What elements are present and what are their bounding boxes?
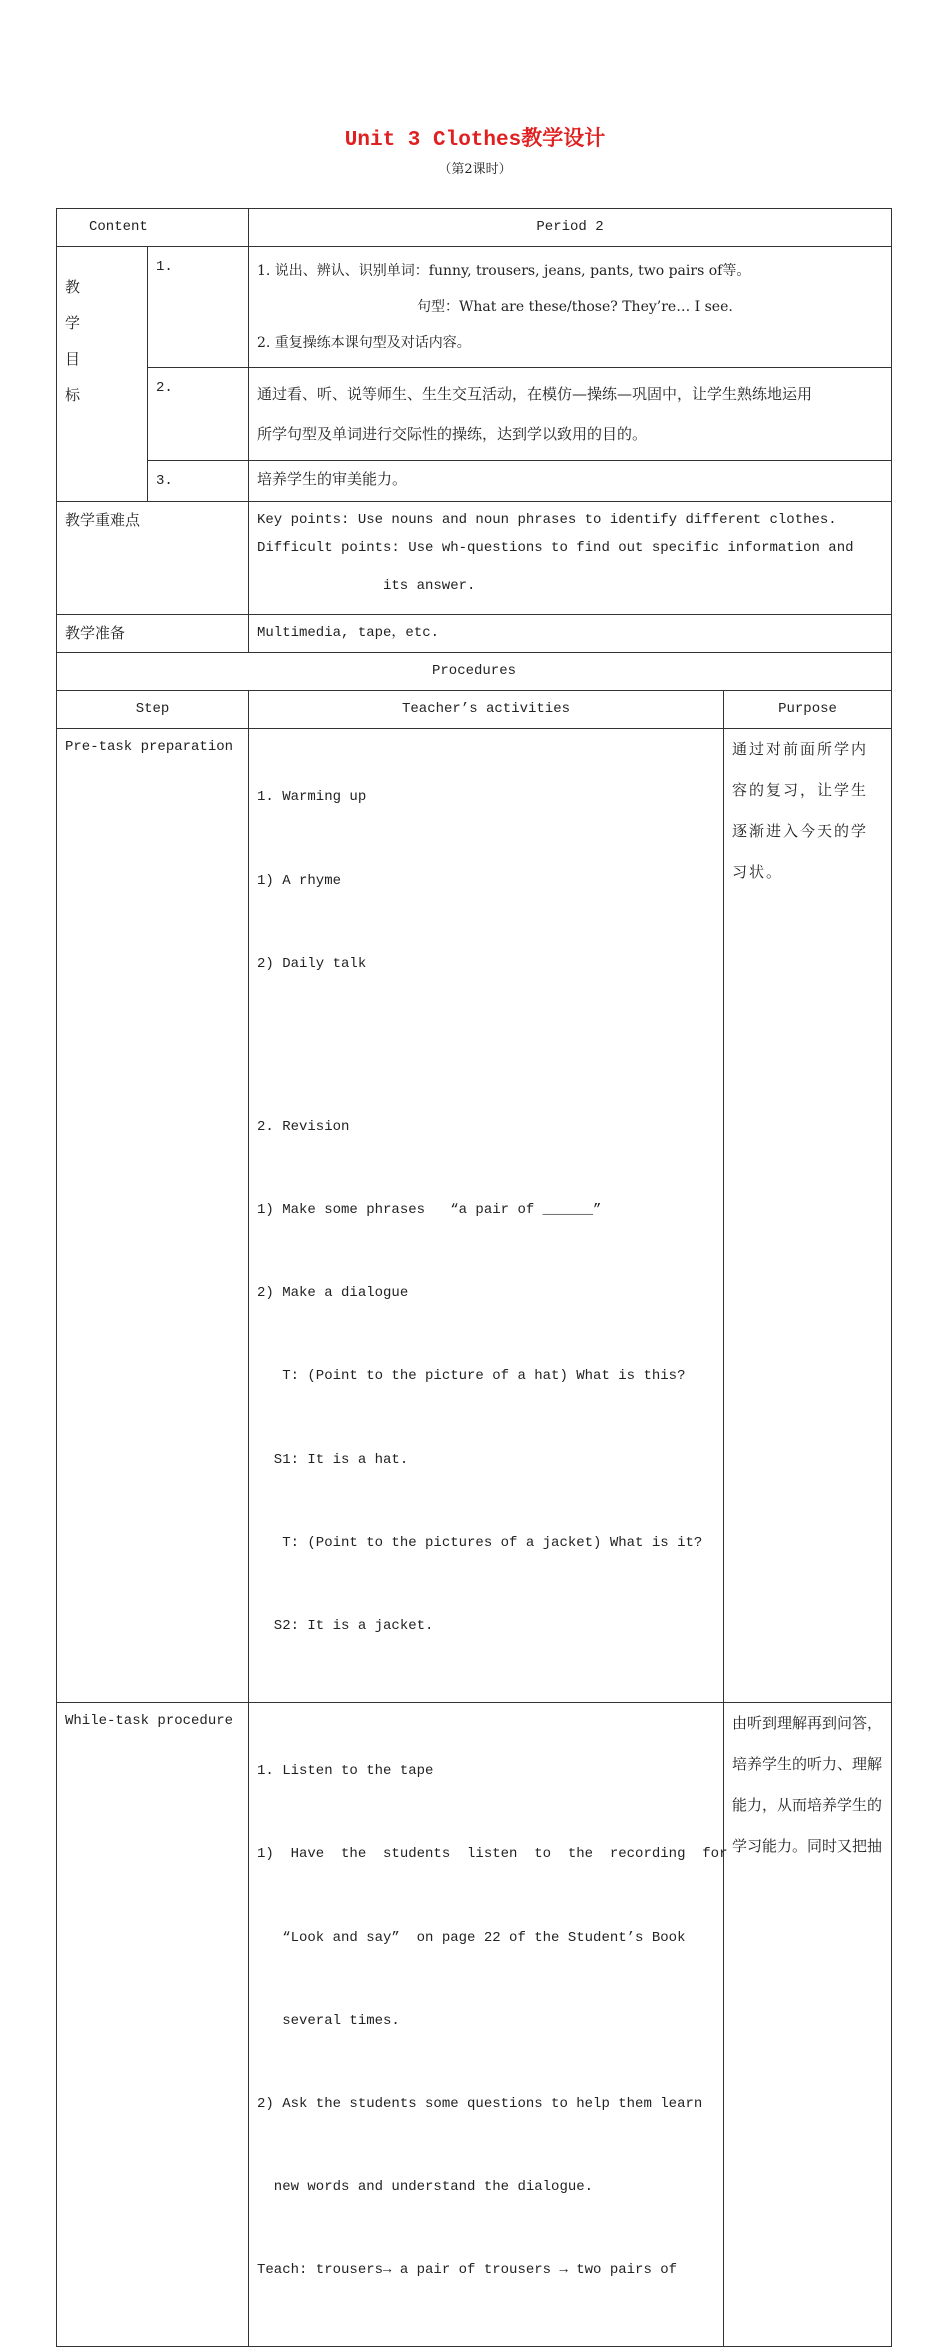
preparation-row — [57, 615, 892, 653]
document-title: Unit 3 Clothes教学设计 — [344, 129, 606, 152]
while-task-purpose: 由听到理解再到问答，培养学生的听力、理解能力，从而培养学生的学习能力。同时又把抽 — [724, 1702, 892, 2346]
activity-line: 1) Have the students listen to the recording for — [257, 1846, 728, 1863]
preparation-text: Multimedia, tape，etc. — [249, 615, 892, 653]
content-row — [57, 209, 892, 247]
keypoints-line: Difficult points: Use wh-questions to find out specific information and — [257, 540, 854, 556]
goal-row-2 — [57, 368, 892, 461]
activity-line — [257, 1034, 715, 1059]
goal-3-text: 培养学生的审美能力。 — [249, 461, 892, 502]
activity-line: T: (Point to the picture of a hat) What is this? — [257, 1368, 686, 1385]
activity-line: 2) Daily talk — [257, 955, 367, 972]
keypoints-row — [57, 502, 892, 615]
pre-task-row — [57, 729, 892, 1703]
activity-line: S1: It is a hat. — [257, 1451, 409, 1468]
goals-label-char: 标 — [65, 386, 81, 404]
while-task-step: While-task procedure — [57, 1702, 249, 2346]
keypoints-text — [249, 502, 892, 615]
preparation-label: 教学准备 — [57, 615, 249, 653]
step-header: Step — [57, 691, 249, 729]
activity-line: new words and understand the dialogue. — [257, 2178, 594, 2195]
content-label: Content — [57, 209, 249, 247]
goal-1-number: 1. — [148, 247, 249, 368]
keypoints-label: 教学重难点 — [57, 502, 249, 615]
goal-1-text — [249, 247, 892, 368]
activity-line: S2: It is a jacket. — [257, 1617, 434, 1634]
goal-3-number: 3. — [148, 461, 249, 502]
purpose-header: Purpose — [724, 691, 892, 729]
goals-label — [57, 247, 148, 502]
activity-line: 1. Listen to the tape — [257, 1763, 434, 1780]
document-subtitle: （第2课时） — [438, 162, 512, 177]
activity-line: 2. Revision — [257, 1119, 350, 1136]
activity-line: 1) Make some phrases “a pair of ______” — [257, 1202, 602, 1219]
pre-task-step: Pre-task preparation — [57, 729, 249, 1703]
goal-1-line: 1. 说出、辨认、识别单词：funny, trousers, jeans, pants, two pairs of等。 — [257, 263, 751, 279]
goal-1-line: 句型：What are these/those? They’re… I see. — [417, 299, 733, 315]
goals-label-char: 学 — [65, 314, 81, 332]
activity-line: 2) Ask the students some questions to help them learn — [257, 2095, 703, 2112]
keypoints-line: its answer. — [383, 578, 476, 594]
while-task-row — [57, 1702, 892, 2346]
activity-line: Teach: trousers→ a pair of trousers → two pairs of — [257, 2261, 678, 2278]
goals-label-char: 目 — [65, 350, 81, 368]
activities-header: Teacher’s activities — [249, 691, 724, 729]
procedures-header-row — [57, 691, 892, 729]
activity-line: “Look and say” on page 22 of the Student’s Book — [257, 1929, 686, 1946]
goal-row-3 — [57, 461, 892, 502]
goal-2-line: 通过看、听、说等师生、生生交互活动，在模仿—操练—巩固中，让学生熟练地运用 — [257, 385, 813, 403]
goal-row-1 — [57, 247, 892, 368]
keypoints-line: Key points: Use nouns and noun phrases to identify different clothes. — [257, 512, 837, 528]
activity-line: several times. — [257, 2012, 400, 2029]
activity-line: 1. Warming up — [257, 789, 367, 806]
procedures-row — [57, 653, 892, 691]
period-value: Period 2 — [249, 209, 892, 247]
goals-label-char: 教 — [65, 278, 81, 296]
goal-2-number: 2. — [148, 368, 249, 461]
goal-1-line: 2. 重复操练本课句型及对话内容。 — [257, 335, 471, 351]
while-task-activities — [249, 1702, 728, 2346]
pre-task-activities — [249, 729, 724, 1703]
procedures-heading: Procedures — [57, 653, 892, 691]
goal-2-text — [249, 368, 892, 461]
goal-2-line: 所学句型及单词进行交际性的操练，达到学以致用的目的。 — [257, 425, 648, 443]
lesson-plan-table — [56, 208, 892, 2347]
activity-line: T: (Point to the pictures of a jacket) What is it? — [257, 1534, 703, 1551]
activity-line: 1) A rhyme — [257, 872, 342, 889]
pre-task-purpose: 通过对前面所学内容的复习，让学生逐渐进入今天的学习状。 — [724, 729, 892, 1703]
activity-line: 2) Make a dialogue — [257, 1285, 409, 1302]
